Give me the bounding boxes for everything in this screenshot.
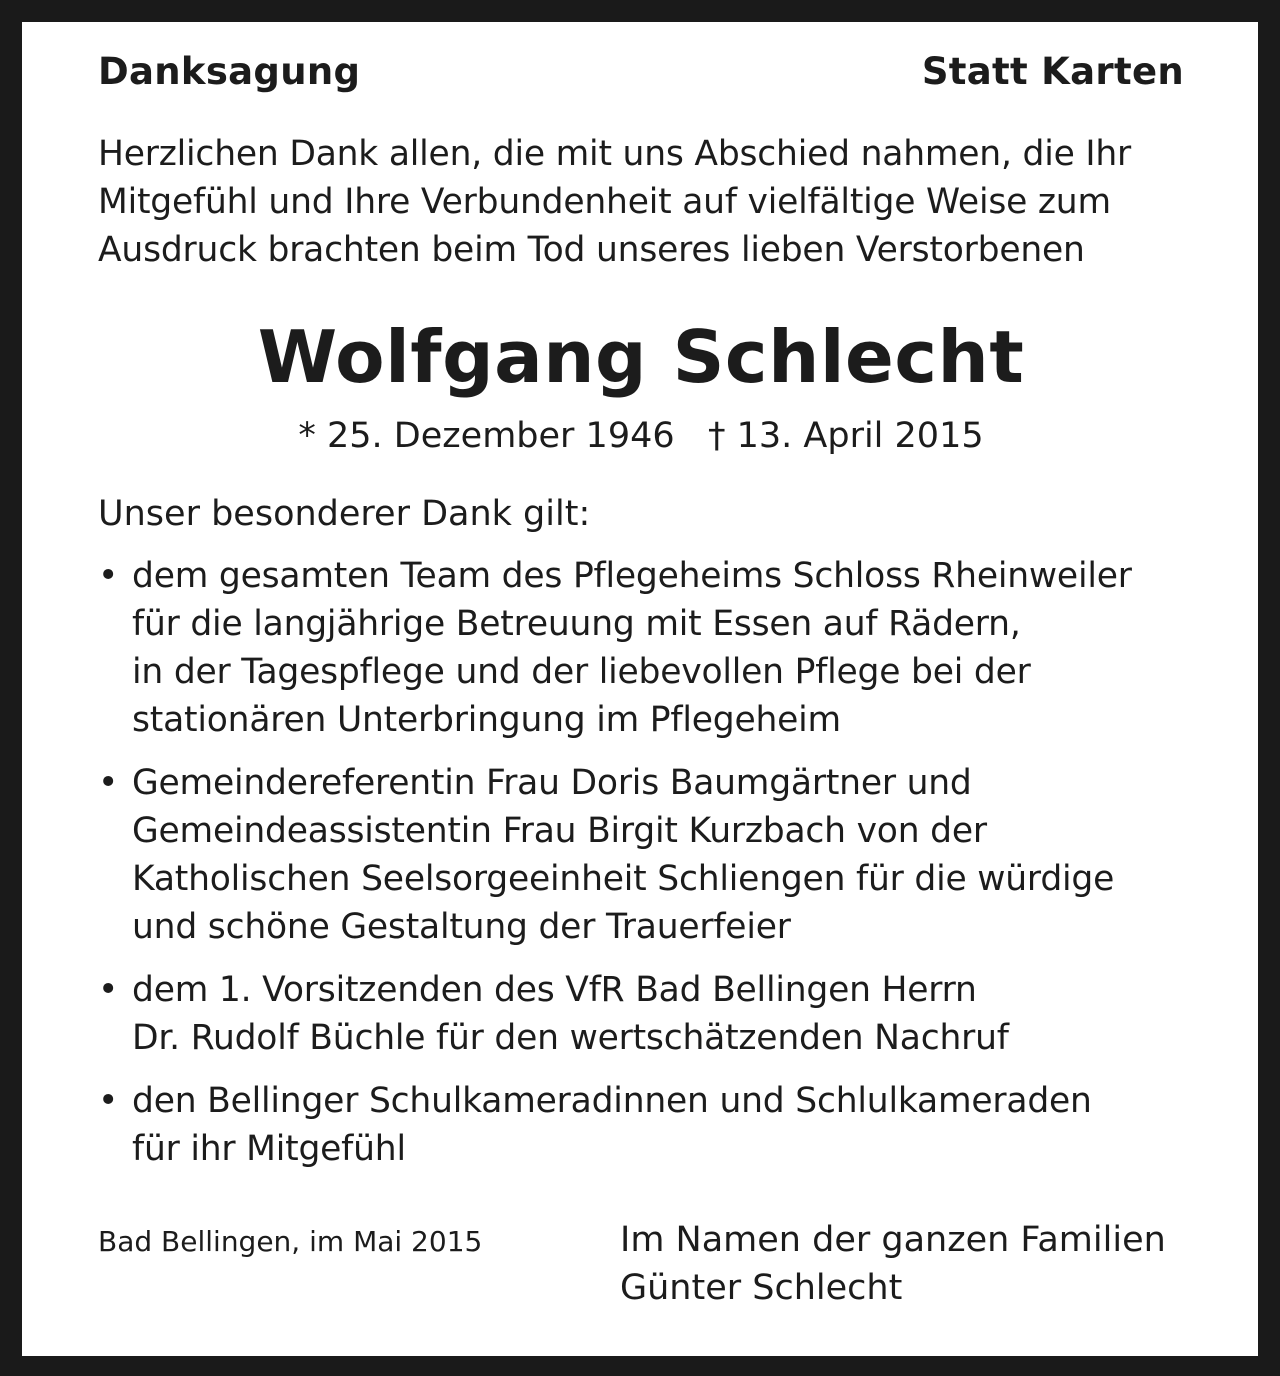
thanks-item-line: stationären Unterbringung im Pflegeheim: [132, 700, 841, 740]
signature-line: Im Namen der ganzen Familien: [620, 1220, 1166, 1260]
signature: [620, 1216, 1166, 1312]
thanks-item: [98, 1077, 1184, 1173]
header-row: [98, 50, 1184, 102]
signature-line: Günter Schlecht: [620, 1268, 903, 1308]
thanks-item: [98, 759, 1184, 951]
header-title: Danksagung: [98, 50, 361, 93]
bullet-icon: •: [98, 556, 119, 596]
thanks-list: [98, 552, 1184, 1188]
bullet-icon: •: [98, 1081, 119, 1121]
bullet-icon: •: [98, 970, 119, 1010]
thanks-item-line: Dr. Rudolf Büchle für den wertschätzenden Nachruf: [132, 1018, 1009, 1058]
thanks-item-line: und schöne Gestaltung der Trauerfeier: [132, 907, 791, 947]
deceased-name: Wolfgang Schlecht: [257, 315, 1025, 399]
thanks-item-line: in der Tagespflege und der liebevollen Pflege bei der: [132, 652, 1031, 692]
thanks-item-line: Katholischen Seelsorgeeinheit Schliengen für die würdige: [132, 859, 1115, 899]
thanks-item-line: Gemeindeassistentin Frau Birgit Kurzbach von der: [132, 811, 987, 851]
thanks-item-line: dem 1. Vorsitzenden des VfR Bad Bellingen Herrn: [132, 970, 977, 1010]
header-note: Statt Karten: [921, 50, 1184, 93]
intro-line: Ausdruck brachten beim Tod unseres lieben Verstorbenen: [98, 230, 1085, 270]
intro-line: Mitgefühl und Ihre Verbundenheit auf vielfältige Weise zum: [98, 182, 1111, 222]
thanks-item-line: Gemeindereferentin Frau Doris Baumgärtner und: [132, 763, 972, 803]
intro-line: Herzlichen Dank allen, die mit uns Abschied nahmen, die Ihr: [98, 134, 1132, 174]
thanks-item-line: dem gesamten Team des Pflegeheims Schloss Rheinweiler: [132, 556, 1132, 596]
bullet-icon: •: [98, 763, 119, 803]
thanks-item-line: den Bellinger Schulkameradinnen und Schlulkameraden: [132, 1081, 1092, 1121]
obituary-notice: [22, 22, 1258, 1356]
thanks-item-line: für ihr Mitgefühl: [132, 1129, 406, 1169]
thanks-item: [98, 966, 1184, 1062]
thanks-item-line: für die langjährige Betreuung mit Essen auf Rädern,: [132, 604, 1021, 644]
intro-text: [98, 130, 1184, 274]
thanks-heading: Unser besonderer Dank gilt:: [98, 494, 591, 534]
deceased-dates: * 25. Dezember 1946 † 13. April 2015: [298, 416, 984, 456]
place-date: Bad Bellingen, im Mai 2015: [98, 1225, 483, 1258]
thanks-item: [98, 552, 1184, 744]
